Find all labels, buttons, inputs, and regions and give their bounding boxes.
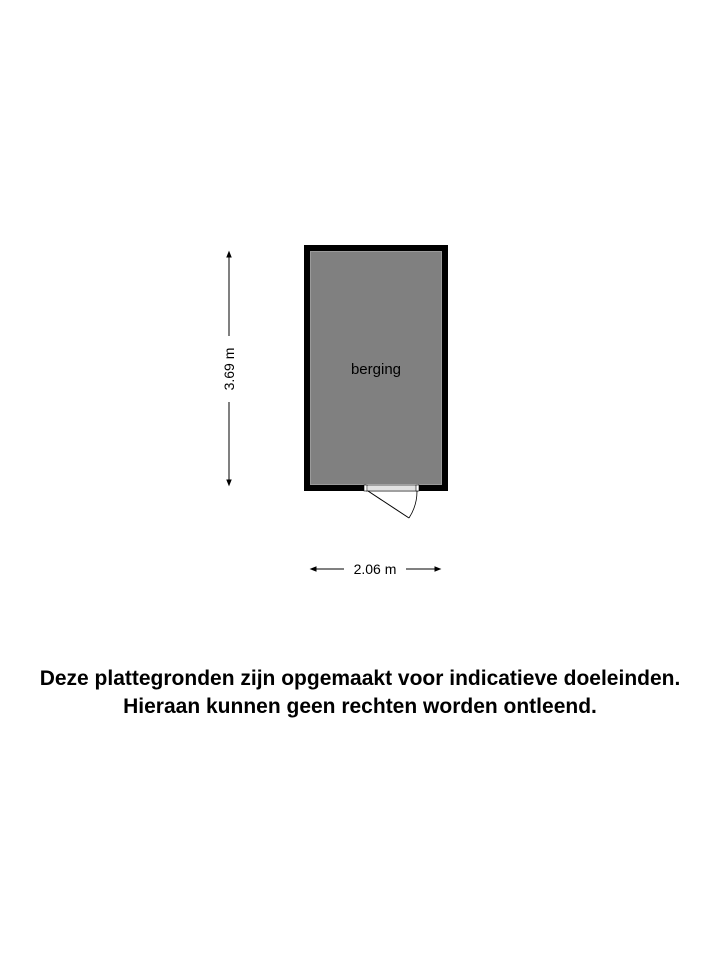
width-dimension-label: 2.06 m [353, 561, 397, 577]
room-label: berging [350, 361, 402, 378]
disclaimer-line-1: Deze plattegronden zijn opgemaakt voor indicatieve doeleinden. [39, 667, 681, 690]
door [364, 484, 419, 518]
door-swing-arc [409, 491, 417, 518]
height-dimension [221, 252, 237, 485]
width-dimension [311, 561, 440, 577]
door-leaf [368, 491, 409, 518]
disclaimer [0, 665, 720, 721]
disclaimer-line-2: Hieraan kunnen geen rechten worden ontleend. [123, 695, 597, 718]
height-dimension-label: 3.69 m [221, 347, 237, 391]
